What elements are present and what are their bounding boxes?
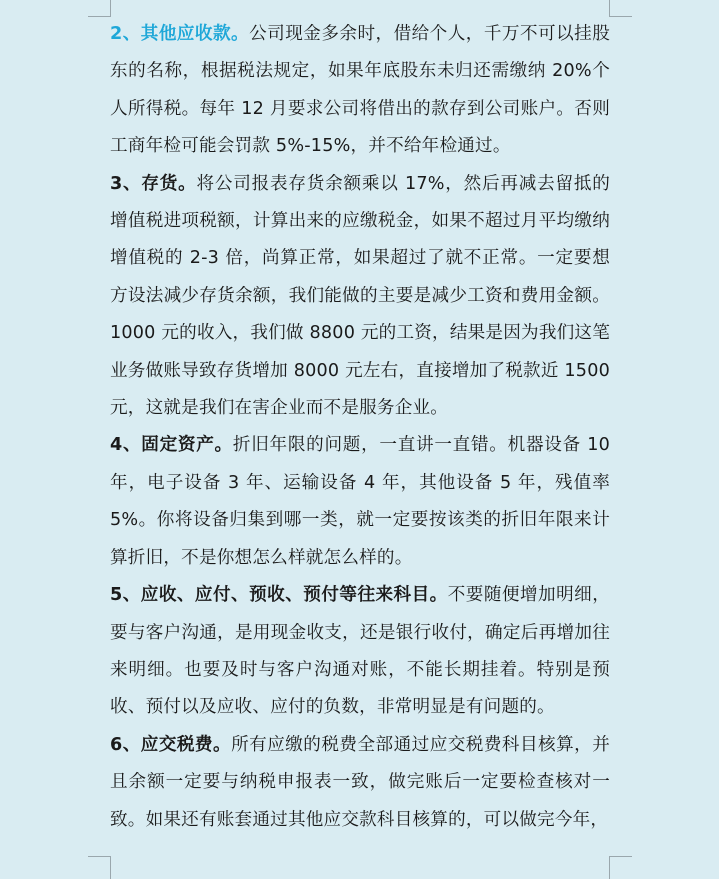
paragraph-heading: 2、其他应收款。 bbox=[110, 24, 250, 44]
paragraph-inventory bbox=[110, 166, 610, 428]
paragraph-taxes-payable bbox=[110, 727, 610, 839]
paragraph-other-receivables bbox=[110, 16, 610, 166]
paragraph-heading: 5、应收、应付、预收、预付等往来科目。 bbox=[110, 585, 448, 606]
paragraph-current-accounts bbox=[110, 577, 610, 727]
paragraph-heading: 4、固定资产。 bbox=[110, 435, 233, 456]
document-body bbox=[110, 16, 610, 839]
crop-mark-bottom-left bbox=[88, 856, 111, 879]
paragraph-text: 折旧年限的问题，一直讲一直错。机器设备 10 年，电子设备 3 年、运输设备 4 年，其他设备 5 年，残值率 5%。你将设备归集到哪一类，就一定要按该类的折旧年限来计算折旧，不是你想怎么样就怎么样的。 bbox=[110, 435, 610, 568]
crop-mark-bottom-right bbox=[609, 856, 632, 879]
crop-mark-top-left bbox=[88, 0, 111, 17]
paragraph-text: 所有应缴的税费全部通过应交税费科目核算，并且余额一定要与纳税申报表一致，做完账后一定要检查核对一致。如果还有账套通过其他应交款科目核算的，可以做完今年， bbox=[110, 734, 610, 830]
crop-mark-top-right bbox=[609, 0, 632, 17]
paragraph-text: 公司现金多余时，借给个人，千万不可以挂股东的名称，根据税法规定，如果年底股东未归还需缴纳 20%个人所得税。每年 12 月要求公司将借出的款存到公司账户。否则工商年检可能会罚款 5%-15%，并不给年检通过。 bbox=[110, 24, 610, 157]
paragraph-heading: 3、存货。 bbox=[110, 173, 197, 194]
paragraph-heading: 6、应交税费。 bbox=[110, 734, 232, 755]
paragraph-text: 不要随便增加明细，要与客户沟通，是用现金收支，还是银行收付，确定后再增加往来明细。也要及时与客户沟通对账，不能长期挂着。特别是预收、预付以及应收、应付的负数，非常明显是有问题的。 bbox=[110, 585, 610, 718]
paragraph-text: 将公司报表存货余额乘以 17%，然后再减去留抵的增值税进项税额，计算出来的应缴税金，如果不超过月平均缴纳增值税的 2-3 倍，尚算正常，如果超过了就不正常。一定要想方设法减少存货余额，我们能做的主要是减少工资和费用金额。1000 元的收入，我们做 8800 元的工资，结果是因为我们这笔业务做账导致存货增加 8000 元左右，直接增加了税款近 1500 元，这就是我们在害企业而不是服务企业。 bbox=[110, 173, 611, 419]
paragraph-fixed-assets bbox=[110, 427, 610, 577]
